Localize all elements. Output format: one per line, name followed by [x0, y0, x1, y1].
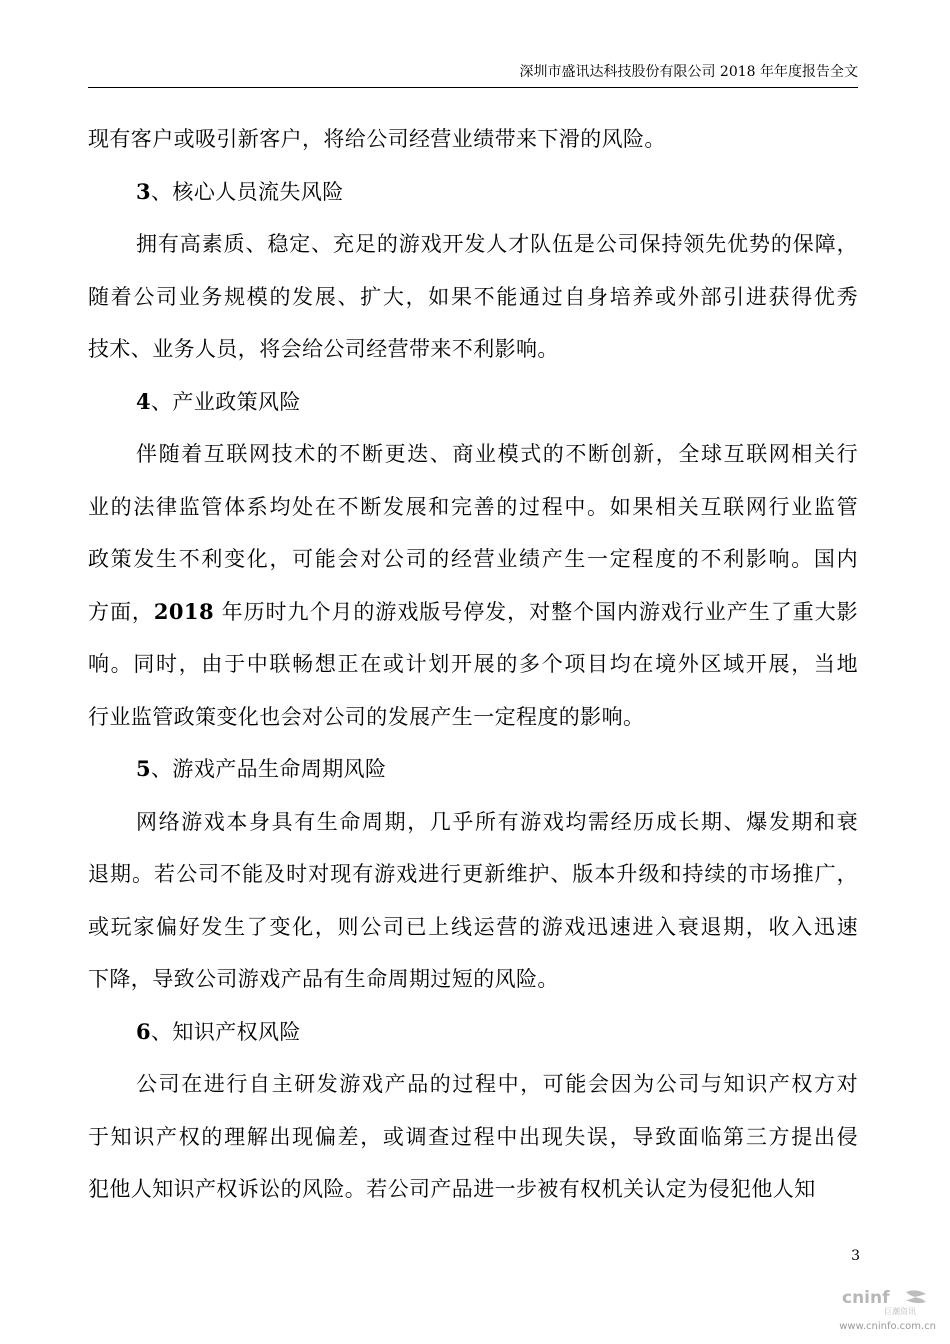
section-number: 3 — [136, 178, 152, 204]
paragraph-line: 业的法律监管体系均处在不断发展和完善的过程中。如果相关互联网行业监管 — [88, 494, 858, 519]
paragraph-line: 伴随着互联网技术的不断更迭、商业模式的不断创新，全球互联网相关行 — [136, 442, 858, 466]
paragraph-line: 下降，导致公司游戏产品有生命周期过短的风险。 — [88, 967, 559, 991]
cninfo-watermark — [836, 1286, 936, 1332]
section-title: 、游戏产品生命周期风险 — [151, 757, 387, 781]
year-number: 2018 — [153, 598, 214, 624]
paragraph-line: 退期。若公司不能及时对现有游戏进行更新维护、版本升级和持续的市场推广， — [88, 862, 858, 886]
paragraph-line: 技术、业务人员，将会给公司经营带来不利影响。 — [88, 337, 559, 361]
section-heading — [88, 743, 858, 796]
document-body — [88, 113, 858, 1216]
paragraph-line: 拥有高素质、稳定、充足的游戏开发人才队伍是公司保持领先优势的保障， — [136, 232, 858, 256]
cninfo-logo — [840, 1286, 936, 1316]
section-heading — [88, 1006, 858, 1059]
cninfo-logo-subtext: 巨潮资讯 — [884, 1307, 916, 1316]
cninfo-swirl-icon — [906, 1290, 926, 1303]
section-title: 、核心人员流失风险 — [151, 179, 344, 204]
section-number: 5 — [136, 756, 152, 781]
paragraph-line: 公司在进行自主研发游戏产品的过程中，可能会因为公司与知识产权方对 — [136, 1072, 858, 1096]
section-heading — [88, 376, 858, 429]
section-number: 6 — [136, 1018, 152, 1044]
paragraph-line: 响。同时，由于中联畅想正在或计划开展的多个项目均在境外区域开展，当地 — [88, 652, 858, 676]
paragraph-line: 或玩家偏好发生了变化，则公司已上线运营的游戏迅速进入衰退期，收入迅速 — [88, 914, 858, 939]
header-divider — [88, 87, 858, 88]
paragraph-line: 现有客户或吸引新客户，将给公司经营业绩带来下滑的风险。 — [88, 127, 666, 151]
page-number: 3 — [851, 1248, 860, 1264]
cninfo-url: www.cninfo.com.cn — [839, 1321, 936, 1332]
section-title: 、产业政策风险 — [151, 389, 301, 414]
paragraph-line: 方面，2018 年历时九个月的游戏版号停发，对整个国内游戏行业产生了重大影 — [88, 598, 858, 624]
section-number: 4 — [136, 388, 152, 414]
paragraph-line: 随着公司业务规模的发展、扩大，如果不能通过自身培养或外部引进获得优秀 — [88, 284, 858, 309]
paragraph-line: 于知识产权的理解出现偏差，或调查过程中出现失误，导致面临第三方提出侵 — [88, 1124, 858, 1149]
paragraph-line: 网络游戏本身具有生命周期，几乎所有游戏均需经历成长期、爆发期和衰 — [136, 809, 858, 834]
cninfo-logo-text: cninf — [842, 1288, 890, 1308]
section-title: 、知识产权风险 — [151, 1019, 301, 1044]
section-heading — [88, 166, 858, 219]
paragraph-line: 政策发生不利变化，可能会对公司的经营业绩产生一定程度的不利影响。国内 — [88, 547, 858, 571]
report-header: 深圳市盛讯达科技股份有限公司 2018 年年度报告全文 — [519, 64, 858, 80]
paragraph-line: 犯他人知识产权诉讼的风险。若公司产品进一步被有权机关认定为侵犯他人知 — [88, 1177, 816, 1201]
paragraph-line: 行业监管政策变化也会对公司的发展产生一定程度的影响。 — [88, 704, 645, 729]
